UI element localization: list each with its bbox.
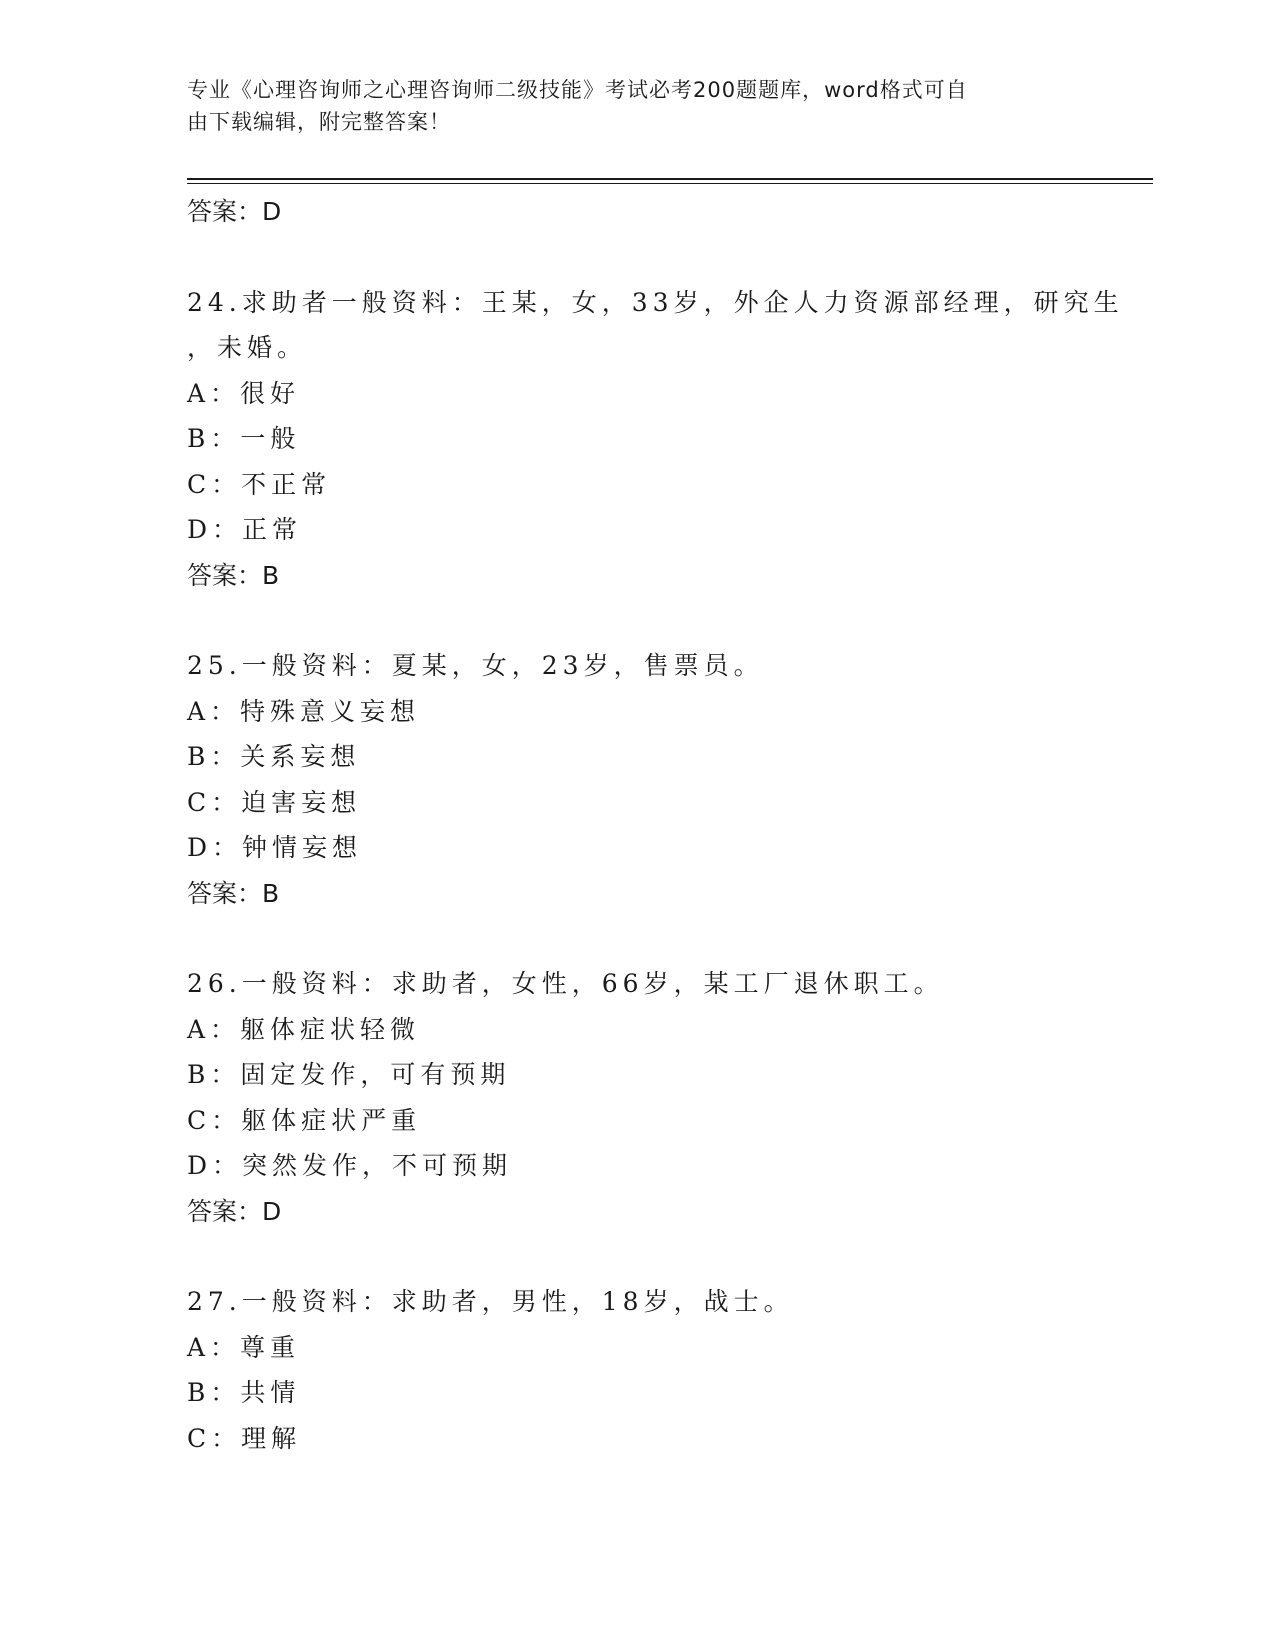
spacer — [187, 598, 1087, 643]
option-c: C：不正常 — [187, 469, 332, 499]
header-divider-thin — [187, 183, 1153, 184]
option-a: A：特殊意义妄想 — [187, 696, 421, 726]
question-stem: 26.一般资料：求助者，女性，66岁，某工厂退休职工。 — [187, 969, 944, 998]
document-header — [187, 74, 1067, 138]
header-line-1: 专业《心理咨询师之心理咨询师二级技能》考试必考200题题库，word格式可自 — [187, 78, 968, 102]
question-stem: 25.一般资料：夏某，女，23岁，售票员。 — [187, 651, 764, 680]
question-block — [187, 280, 1124, 599]
spacer — [187, 235, 1087, 280]
question-stem: 24.求助者一般资料：王某，女，33岁，外企人力资源部经理，研究生 — [187, 287, 1124, 317]
question-stem-continued: ，未婚。 — [187, 333, 308, 362]
header-line-2: 由下载编辑，附完整答案！ — [187, 110, 451, 134]
question-stem: 27.一般资料：求助者，男性，18岁，战士。 — [187, 1287, 794, 1316]
answer-line: 答案：D — [187, 197, 282, 226]
option-c: C：理解 — [187, 1423, 302, 1453]
spacer — [187, 1234, 1087, 1279]
question-block — [187, 961, 1087, 1234]
option-b: B：一般 — [187, 424, 301, 453]
option-a: A：尊重 — [187, 1332, 301, 1362]
option-c: C：躯体症状严重 — [187, 1105, 422, 1135]
answer-line: 答案：D — [187, 1196, 282, 1226]
answer-line: 答案：B — [187, 878, 280, 908]
question-block — [187, 643, 1087, 916]
option-d: D：钟情妄想 — [187, 833, 363, 862]
question-block — [187, 1279, 1087, 1461]
option-d: D：正常 — [187, 515, 303, 544]
spacer — [187, 916, 1087, 961]
option-a: A：躯体症状轻微 — [187, 1014, 421, 1044]
question-list — [187, 189, 1124, 1461]
header-divider-thick — [187, 178, 1153, 180]
option-b: B：固定发作，可有预期 — [187, 1060, 511, 1089]
option-c: C：迫害妄想 — [187, 787, 362, 817]
answer-line: 答案：B — [187, 560, 280, 590]
option-d: D：突然发作，不可预期 — [187, 1151, 513, 1180]
option-b: B：共情 — [187, 1378, 301, 1407]
option-a: A：很好 — [187, 378, 301, 408]
option-b: B：关系妄想 — [187, 742, 361, 771]
